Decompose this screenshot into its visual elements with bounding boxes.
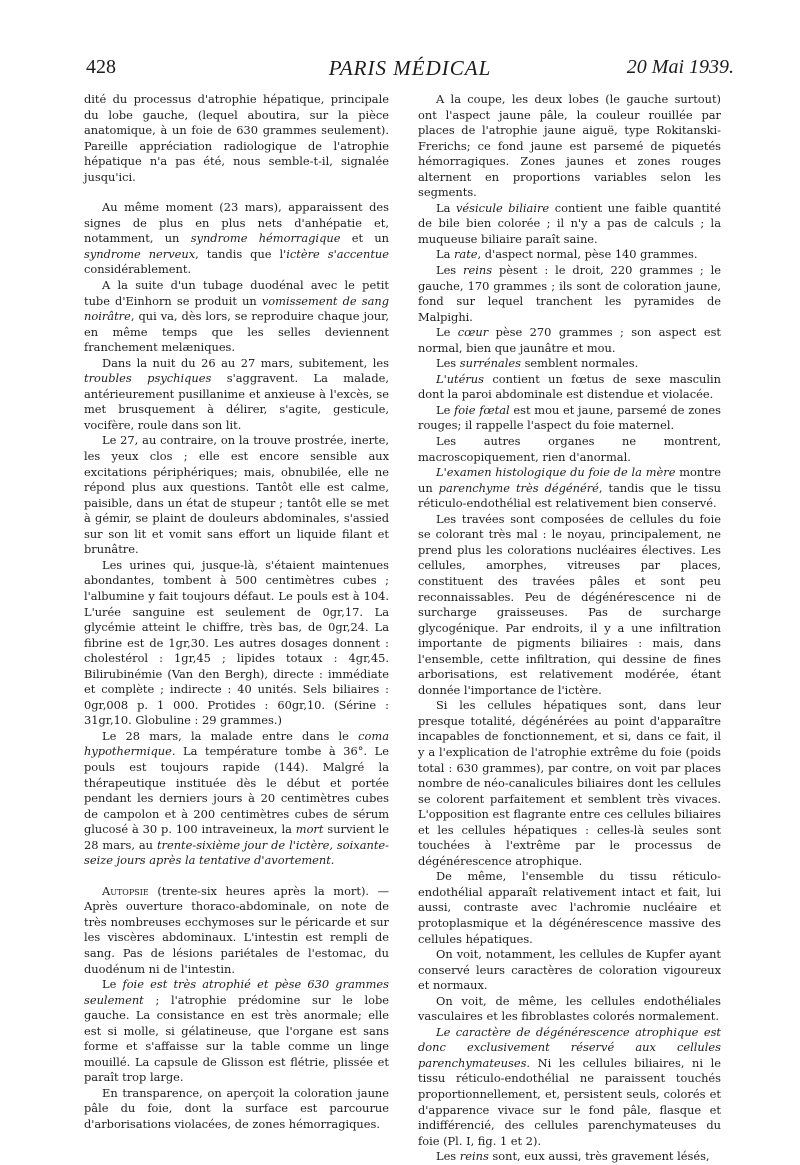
paragraph: dité du processus d'atrophie hépatique, principale du lobe gauche, (lequel aboutira, sur la pièce anatomique, à un foie de 630 grammes seulement). Pareille appréciation radiologique de l'atrophie hépatique n'a pas été, nous semble-t-il, signalée jusqu'ici. [84, 92, 389, 184]
paragraph: L'examen histologique du foie de la mère montre un parenchyme très dégénéré, tandis que le tissu réticulo-endothélial est relativement bien conservé. [418, 465, 721, 511]
paragraph: A la suite d'un tubage duodénal avec le petit tube d'Einhorn se produit un vomissement de sang noirâtre, qui va, dès lors, se reproduire chaque jour, en même temps que les selles deviennent franchement melæniques. [84, 278, 389, 355]
paragraph: Si les cellules hépatiques sont, dans leur presque totalité, dégénérées au point d'apparaître incapables de fonctionnement, et si, dans ce fait, il y a l'explication de l'atrophie extrême du foie (poids total : 630 grammes), par contre, on voit par places nombre de néo-canalicules biliaires dont les cellules se colorent parfaitement et semblent très vivaces. L'opposition est flagrante entre ces cellules biliaires et les cellules hépatiques : celles-là seules sont touchées à l'extrême par le processus de dégénérescence atrophique. [418, 698, 721, 868]
journal-title: PARIS MÉDICAL [328, 56, 492, 80]
section-heading: Autopsie [102, 883, 149, 898]
paragraph: Le foie est très atrophié et pèse 630 grammes seulement ; l'atrophie prédomine sur le lobe gauche. La consistance en est très anormale; elle est si molle, si gélatineuse, que l'organe est sans forme et s'affaisse sur la table comme un linge mouillé. La capsule de Glisson est flétrie, plissée et paraît trop large. [84, 977, 389, 1085]
paragraph: Le foie fœtal est mou et jaune, parsemé de zones rouges; il rappelle l'aspect du foie maternel. [418, 402, 721, 433]
page-header [86, 56, 734, 86]
paragraph: Le cœur pèse 270 grammes ; son aspect est normal, bien que jaunâtre et mou. [418, 325, 721, 355]
paragraph: L'utérus contient un fœtus de sexe masculin dont la paroi abdominale est distendue et violacée. [418, 371, 721, 402]
paragraph: Les reins pèsent : le droit, 220 grammes ; le gauche, 170 grammes ; ils sont de coloration jaune, fond sur lequel tranchent les pyramides de Malpighi. [418, 263, 721, 324]
issue-date: 20 Mai 1939. [626, 56, 734, 78]
paragraph: Dans la nuit du 26 au 27 mars, subitement, les troubles psychiques s'aggravent. La malade, antérieurement pusillanime et anxieuse à l'excès, se met brusquement à délirer, s'agite, gesticule, vocifère, roule dans son lit. [84, 355, 389, 432]
paragraph: Les reins sont, eux aussi, très gravement lésés, [436, 1149, 710, 1164]
paragraph: Autopsie (trente-six heures après la mort). — Après ouverture thoraco-abdominale, on note de très nombreuses ecchymoses sur le péricarde et sur les viscères abdominaux. L'intestin est rempli de sang. Pas de lésions pariétales de l'estomac, du duodénum ni de l'intestin. [84, 883, 389, 976]
paragraph: Les surrénales semblent normales. [436, 356, 639, 371]
paragraph: Les travées sont composées de cellules du foie se colorant très mal : le noyau, principalement, ne prend plus les colorations nucléaires électives. Les cellules, amorphes, vitreuses par places, constituent des travées pâles et sont peu reconnaissables. Peu de dégénérescence ni de surcharge graisseuses. Pas de surcharge glycogénique. Par endroits, il y a une infiltration importante de pigments biliaires : mais, dans l'ensemble, cette infiltration, qui dessine de fines arborisations, est relativement modérée, étant donnée l'importance de l'ictère. [418, 511, 721, 697]
right-column [418, 92, 721, 1165]
paragraph: A la coupe, les deux lobes (le gauche surtout) ont l'aspect jaune pâle, la couleur rouillée par places de l'atrophie jaune aiguë, type Rokitanski-Frerichs; ce fond jaune est parsemé de piquetés hémorragiques. Zones jaunes et zones rouges alternent en proportions variables selon les segments. [418, 92, 721, 200]
paragraph: Le caractère de dégénérescence atrophique est donc exclusivement réservé aux cellules parenchymateuses. Ni les cellules biliaires, ni le tissu réticulo-endothélial ne paraissent touchés proportionnellement, et, persistent seuls, colorés et d'apparence vivace sur le fond pâle, flasque et indifférencié, des cellules parenchymateuses du foie (Pl. I, fig. 1 et 2). [418, 1024, 721, 1148]
paragraph: Les urines qui, jusque-là, s'étaient maintenues abondantes, tombent à 500 centimètres cubes ; l'albumine y fait toujours défaut. Le pouls est à 104. L'urée sanguine est seulement de 0gr,17. La glycémie atteint le chiffre, très bas, de 0gr,24. La fibrine est de 1gr,30. Les autres dosages donnent : cholestérol : 1gr,45 ; lipides totaux : 4gr,45. Bilirubinémie (Van den Bergh), directe : immédiate et complète ; indirecte : 40 unités. Sels biliaires : 0gr,008 p. 1 000. Protides : 60gr,10. (Sérine : 31gr,10. Globuline : 29 grammes.) [84, 557, 389, 728]
paragraph: De même, l'ensemble du tissu réticulo-endothélial apparaît relativement intact et fait, lui aussi, contraste avec l'achromie nucléaire et protoplasmique et la dégénérescence massive des cellules hépatiques. [418, 869, 721, 946]
paragraph: On voit, notamment, les cellules de Kupfer ayant conservé leurs caractères de coloration vigoureux et normaux. [418, 947, 721, 993]
paragraph: Le 28 mars, la malade entre dans le coma hypothermique. La température tombe à 36°. Le pouls est toujours rapide (144). Malgré la thérapeutique instituée dès le début et portée pendant les derniers jours à 20 centimètres cubes de campolon et à 200 centimètres cubes de sérum glucosé à 30 p. 100 intraveineux, la mort survient le 28 mars, au trente-sixième jour de l'ictère, soixante-seize jours après la tentative d'avortement. [84, 728, 389, 868]
paragraph: On voit, de même, les cellules endothéliales vasculaires et les fibroblastes colorés normalement. [418, 993, 721, 1024]
paragraph: Le 27, au contraire, on la trouve prostrée, inerte, les yeux clos ; elle est encore sensible aux excitations périphériques; mais, obnubilée, elle ne répond plus aux questions. Tantôt elle est calme, paisible, dans un état de stupeur ; tantôt elle se met à gémir, se plaint de douleurs abdominales, s'assied sur son lit et vomit sans effort un liquide filant et brunâtre. [84, 433, 389, 557]
paragraph: Au même moment (23 mars), apparaissent des signes de plus en plus nets d'anhépatie et, notamment, un syndrome hémorragique et un syndrome nerveux, tandis que l'ictère s'accentue considérablement. [84, 200, 390, 277]
paragraph: Les autres organes ne montrent, macroscopiquement, rien d'anormal. [418, 434, 721, 464]
paragraph: La vésicule biliaire contient une faible quantité de bile bien colorée ; il n'y a pas de calculs ; la muqueuse biliaire paraît saine. [418, 200, 721, 246]
left-column [84, 92, 389, 1133]
paragraph: La rate, d'aspect normal, pèse 140 grammes. [436, 247, 698, 262]
page-number: 428 [86, 56, 116, 78]
paragraph: En transparence, on aperçoit la coloration jaune pâle du foie, dont la surface est parcourue d'arborisations violacées, de zones hémorragiques. [84, 1085, 389, 1131]
